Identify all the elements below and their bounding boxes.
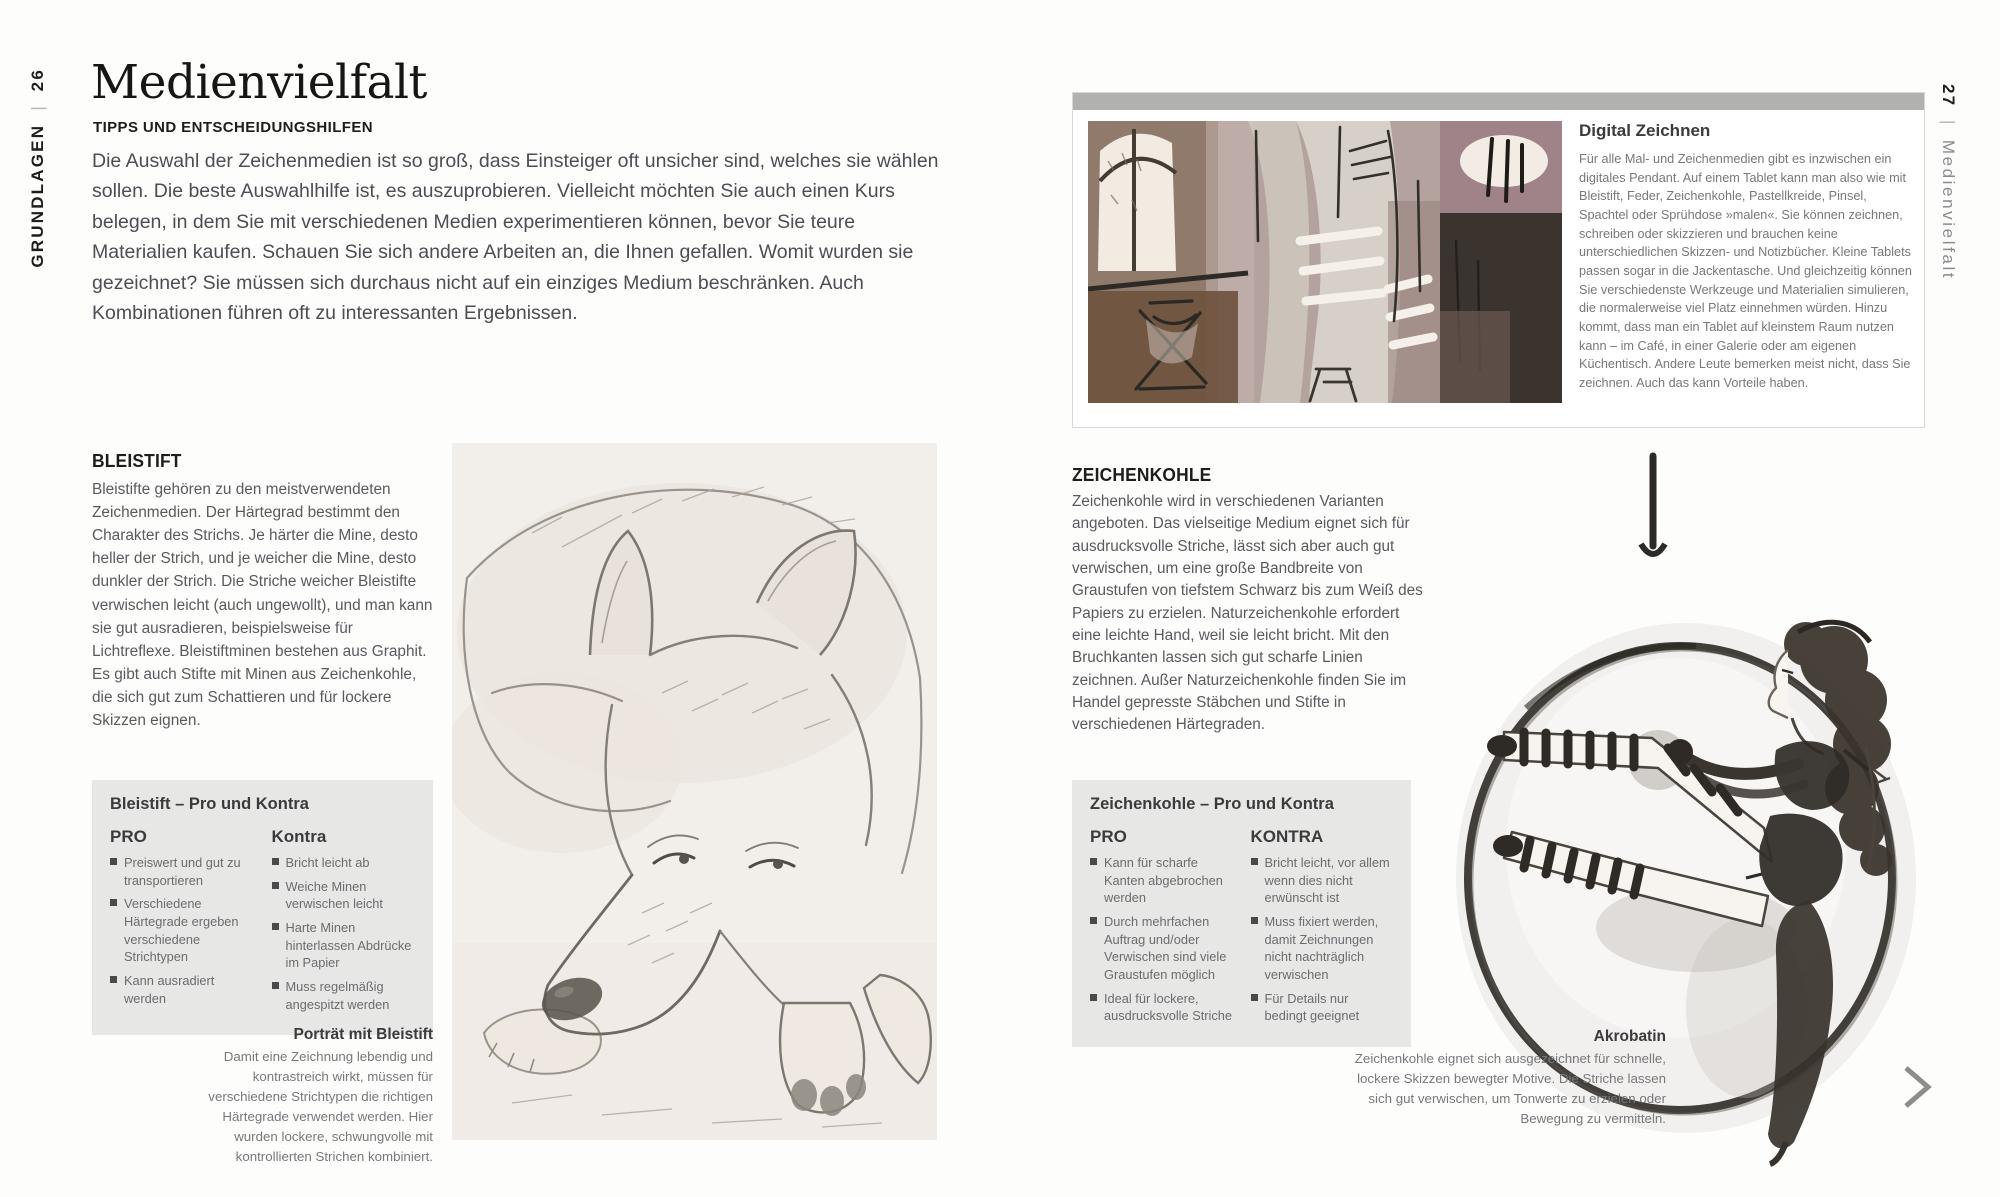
page-subtitle: TIPPS UND ENTSCHEIDUNGSHILFEN: [93, 119, 373, 136]
caption-body: Zeichenkohle eignet sich ausgezeichnet für schnelle, lockere Skizzen bewegter Motive. Die Striche lassen sich gut verwischen, um Tonwerte zu erzielen oder Bewegung zu vermitteln.: [1354, 1051, 1666, 1126]
pro-kontra-box-zeichenkohle: [1072, 780, 1411, 1047]
edge-separator: |: [28, 104, 47, 111]
bullet-square-icon: [1251, 858, 1258, 865]
section-heading-bleistift: BLEISTIFT: [92, 450, 182, 471]
pro-heading: PRO: [1090, 827, 1127, 846]
caption-title: Porträt mit Bleistift: [293, 1026, 433, 1043]
section-body-zeichenkohle: Zeichenkohle wird in verschiedenen Varianten angeboten. Das vielseitige Medium eignet sich für ausdrucksvolle Striche, lässt sich aber auch gut verwischen, um eine große Bandbreite von Graustufen von tiefstem Schwarz bis zum Weiß des Papiers zu erzielen. Naturzeichenkohle erfordert eine leichte Hand, weil sie leicht bricht. Mit den Bruchkanten lassen sich gut scharfe Linien zeichnen. Außer Naturzeichenkohle finden Sie im Handel gepresste Stäbchen und Stifte in verschiedenen Härtegraden.: [1072, 493, 1423, 734]
section-label: Medienvielfalt: [1939, 139, 1958, 281]
next-page-chevron-icon[interactable]: [1902, 1064, 1934, 1110]
left-page-edge-label: [28, 68, 48, 268]
kontra-heading: KONTRA: [1250, 827, 1324, 846]
pro-kontra-box-title: Zeichenkohle – Pro und Kontra: [1090, 795, 1334, 813]
kontra-list: [1251, 854, 1394, 1025]
pro-list-item: Verschiedene Härtegrade ergeben verschiedene Strichtypen: [110, 895, 254, 966]
caption-body: Damit eine Zeichnung lebendig und kontrastreich wirkt, müssen für verschiedene Strichtypen die richtigen Härtegrade verwendet werden. Hier wurden lockere, schwungvolle mit kontrollierten Strichen kombiniert.: [208, 1049, 433, 1164]
pro-heading: PRO: [110, 827, 147, 846]
pro-column: [110, 827, 254, 1019]
edge-separator: |: [1939, 120, 1958, 127]
bullet-square-icon: [110, 899, 117, 906]
kontra-column: [1251, 827, 1394, 1031]
bullet-square-icon: [1251, 917, 1258, 924]
bullet-square-icon: [110, 976, 117, 983]
kontra-list-item: Bricht leicht ab: [272, 854, 416, 872]
caption-portrait-bleistift: [176, 1026, 433, 1167]
right-page-edge-label: [1938, 84, 1958, 280]
bullet-square-icon: [272, 858, 279, 865]
digital-drawing-image: [1088, 121, 1562, 403]
kontra-list: [272, 854, 416, 1013]
pro-kontra-box-title: Bleistift – Pro und Kontra: [110, 795, 309, 813]
pro-list: [1090, 854, 1233, 1025]
bullet-square-icon: [1090, 917, 1097, 924]
kontra-list-item: Weiche Minen verwischen leicht: [272, 878, 416, 913]
page-number-right: 27: [1939, 84, 1958, 108]
info-box-title: Digital Zeichnen: [1579, 121, 1711, 140]
bullet-square-icon: [272, 923, 279, 930]
chapter-label: GRUNDLAGEN: [28, 123, 47, 268]
page-number-left: 26: [28, 68, 47, 92]
caption-title: Akrobatin: [1593, 1028, 1666, 1045]
kontra-list-item: Muss regelmäßig angespitzt werden: [272, 978, 416, 1013]
pro-column: [1090, 827, 1233, 1031]
page-title: Medienvielfalt: [91, 55, 427, 110]
caption-akrobatin: [1332, 1028, 1666, 1129]
kontra-list-item: Für Details nur bedingt geeignet: [1251, 990, 1394, 1025]
pro-list-item: Ideal für lockere, ausdrucksvolle Striche: [1090, 990, 1233, 1025]
kontra-column: [272, 827, 416, 1019]
intro-paragraph: Die Auswahl der Zeichenmedien ist so groß, dass Einsteiger oft unsicher sind, welches sie wählen sollen. Die beste Auswahlhilfe ist, es auszuprobieren. Vielleicht möchten Sie auch einen Kurs belegen, in dem Sie mit verschiedenen Medien experimentieren können, bevor Sie teure Materialien kaufen. Schauen Sie sich andere Arbeiten an, die Ihnen gefallen. Womit wurden sie gezeichnet? Sie müssen sich durchaus nicht auf ein einziges Medium beschränken. Auch Kombinationen führen oft zu interessanten Ergebnissen.: [92, 150, 939, 325]
kontra-list-item: Bricht leicht, vor allem wenn dies nicht erwünscht ist: [1251, 854, 1394, 907]
info-box-body: Für alle Mal- und Zeichenmedien gibt es inzwischen ein digitales Pendant. Auf einem Tablet kann man also wie mit Bleistift, Feder, Zeichenkohle, Pastellkreide, Pinsel, Spachtel oder Sprühdose »malen«. Sie können zeichnen, schreiben oder skizzieren und brauchen keine unterschiedlichen Skizzen- und Notizbücher. Kleine Tablets passen sogar in die Jackentasche. Und gleichzeitig können Sie verschiedenste Werkzeuge und Materialien simulieren, die normalerweise viel Platz einnehmen würden. Hinzu kommt, dass man ein Tablet auf kleinstem Raum nutzen kann – im Café, in einer Galerie oder am eigenen Küchentisch. Andere Leute bemerken meist nicht, dass Sie zeichnen. Auch das kann Vorteile haben.: [1579, 152, 1912, 391]
bullet-square-icon: [1090, 858, 1097, 865]
pro-kontra-box-bleistift: [92, 780, 433, 1035]
kontra-list-item: Harte Minen hinterlassen Abdrücke im Papier: [272, 919, 416, 972]
frame-header-bar: [1073, 93, 1924, 110]
pro-list: [110, 854, 254, 1007]
bullet-square-icon: [1251, 994, 1258, 1001]
section-body-bleistift: Bleistifte gehören zu den meistverwendeten Zeichenmedien. Der Härtegrad bestimmt den Charakter des Strichs. Je härter die Mine, desto heller der Strich, und je weicher die Mine, desto dunkler der Strich. Die Striche weicher Bleistifte verwischen leicht (auch ungewollt), und man kann sie gut ausradieren, beispielsweise für Lichtreflexe. Bleistiftminen bestehen aus Graphit. Es gibt auch Stifte mit Minen aus Zeichenkohle, die sich gut zum Schattieren und für lockere Skizzen eignen.: [92, 481, 433, 730]
bullet-square-icon: [1090, 994, 1097, 1001]
kontra-heading: Kontra: [271, 827, 327, 846]
section-heading-zeichenkohle: ZEICHENKOHLE: [1072, 464, 1212, 485]
bullet-square-icon: [110, 858, 117, 865]
bullet-square-icon: [272, 982, 279, 989]
digital-info-frame: [1072, 92, 1925, 428]
pro-list-item: Durch mehrfachen Auftrag und/oder Verwischen sind viele Graustufen möglich: [1090, 913, 1233, 984]
pro-list-item: Kann ausradiert werden: [110, 972, 254, 1007]
pro-list-item: Preiswert und gut zu transportieren: [110, 854, 254, 889]
kontra-list-item: Muss fixiert werden, damit Zeichnungen nicht nachträglich verwischen: [1251, 913, 1394, 984]
bullet-square-icon: [272, 882, 279, 889]
dog-pencil-drawing-image: [452, 443, 937, 1140]
pro-list-item: Kann für scharfe Kanten abgebrochen werden: [1090, 854, 1233, 907]
